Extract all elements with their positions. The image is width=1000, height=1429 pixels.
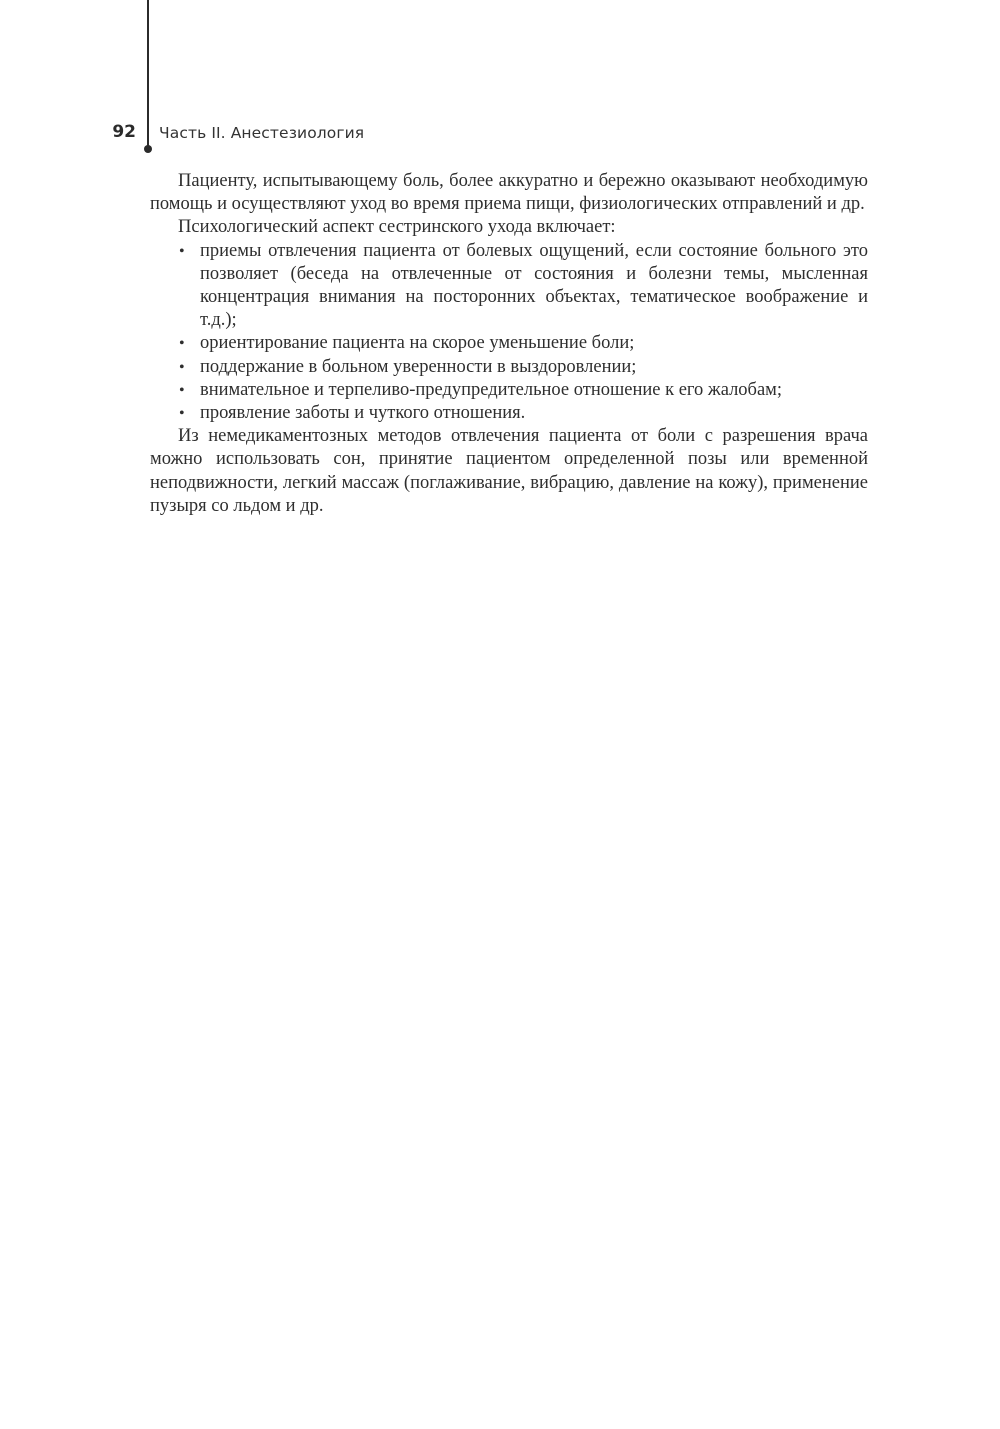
list-item: [150, 240, 868, 333]
bullet-icon: •: [179, 381, 185, 399]
list-item: [150, 332, 868, 355]
list-item-text: проявление заботы и чуткого отношения.: [200, 403, 526, 424]
running-head: Часть II. Анестезиология: [159, 124, 365, 142]
list-item-text: ориентирование пациента на скорое уменьшение боли;: [200, 333, 635, 354]
list-item-text: поддержание в больном уверенности в выздоровлении;: [200, 356, 637, 377]
page-number: 92: [112, 122, 136, 142]
margin-rule: [147, 0, 149, 146]
margin-rule-dot: [144, 145, 152, 153]
paragraph-non-drug-methods: Из немедикаментозных методов отвлечения пациента от боли с разрешения врача можно использовать сон, принятие пациентом определенной позы или временной неподвижности, легкий массаж (поглаживание, вибрацию, давление на кожу), применение пузыря со льдом и др.: [150, 426, 868, 516]
bullet-icon: •: [179, 405, 185, 423]
paragraph-psychological-aspect: Психологический аспект сестринского ухода включает:: [178, 217, 616, 238]
list-item: [150, 402, 868, 425]
bullet-icon: •: [179, 242, 185, 260]
list-item-text: приемы отвлечения пациента от болевых ощущений, если состояние больного это позволяет (беседа на отвлеченные от состояния и болезни темы, мысленная концентрация внимания на посторонних объектах, тематическое воображение и т.д.);: [200, 240, 868, 331]
paragraph-pain-care: Пациенту, испытывающему боль, более аккуратно и бережно оказывают необходимую помощь и осуществляют уход во время приема пищи, физиологических отправлений и др.: [150, 171, 868, 215]
bullet-icon: •: [179, 358, 185, 376]
body-text: [150, 170, 868, 518]
list-item-text: внимательное и терпеливо-предупредительное отношение к его жалобам;: [200, 379, 783, 400]
list-item: [150, 356, 868, 379]
list-item: [150, 379, 868, 402]
psychological-care-list: [150, 240, 868, 426]
bullet-icon: •: [179, 335, 185, 353]
